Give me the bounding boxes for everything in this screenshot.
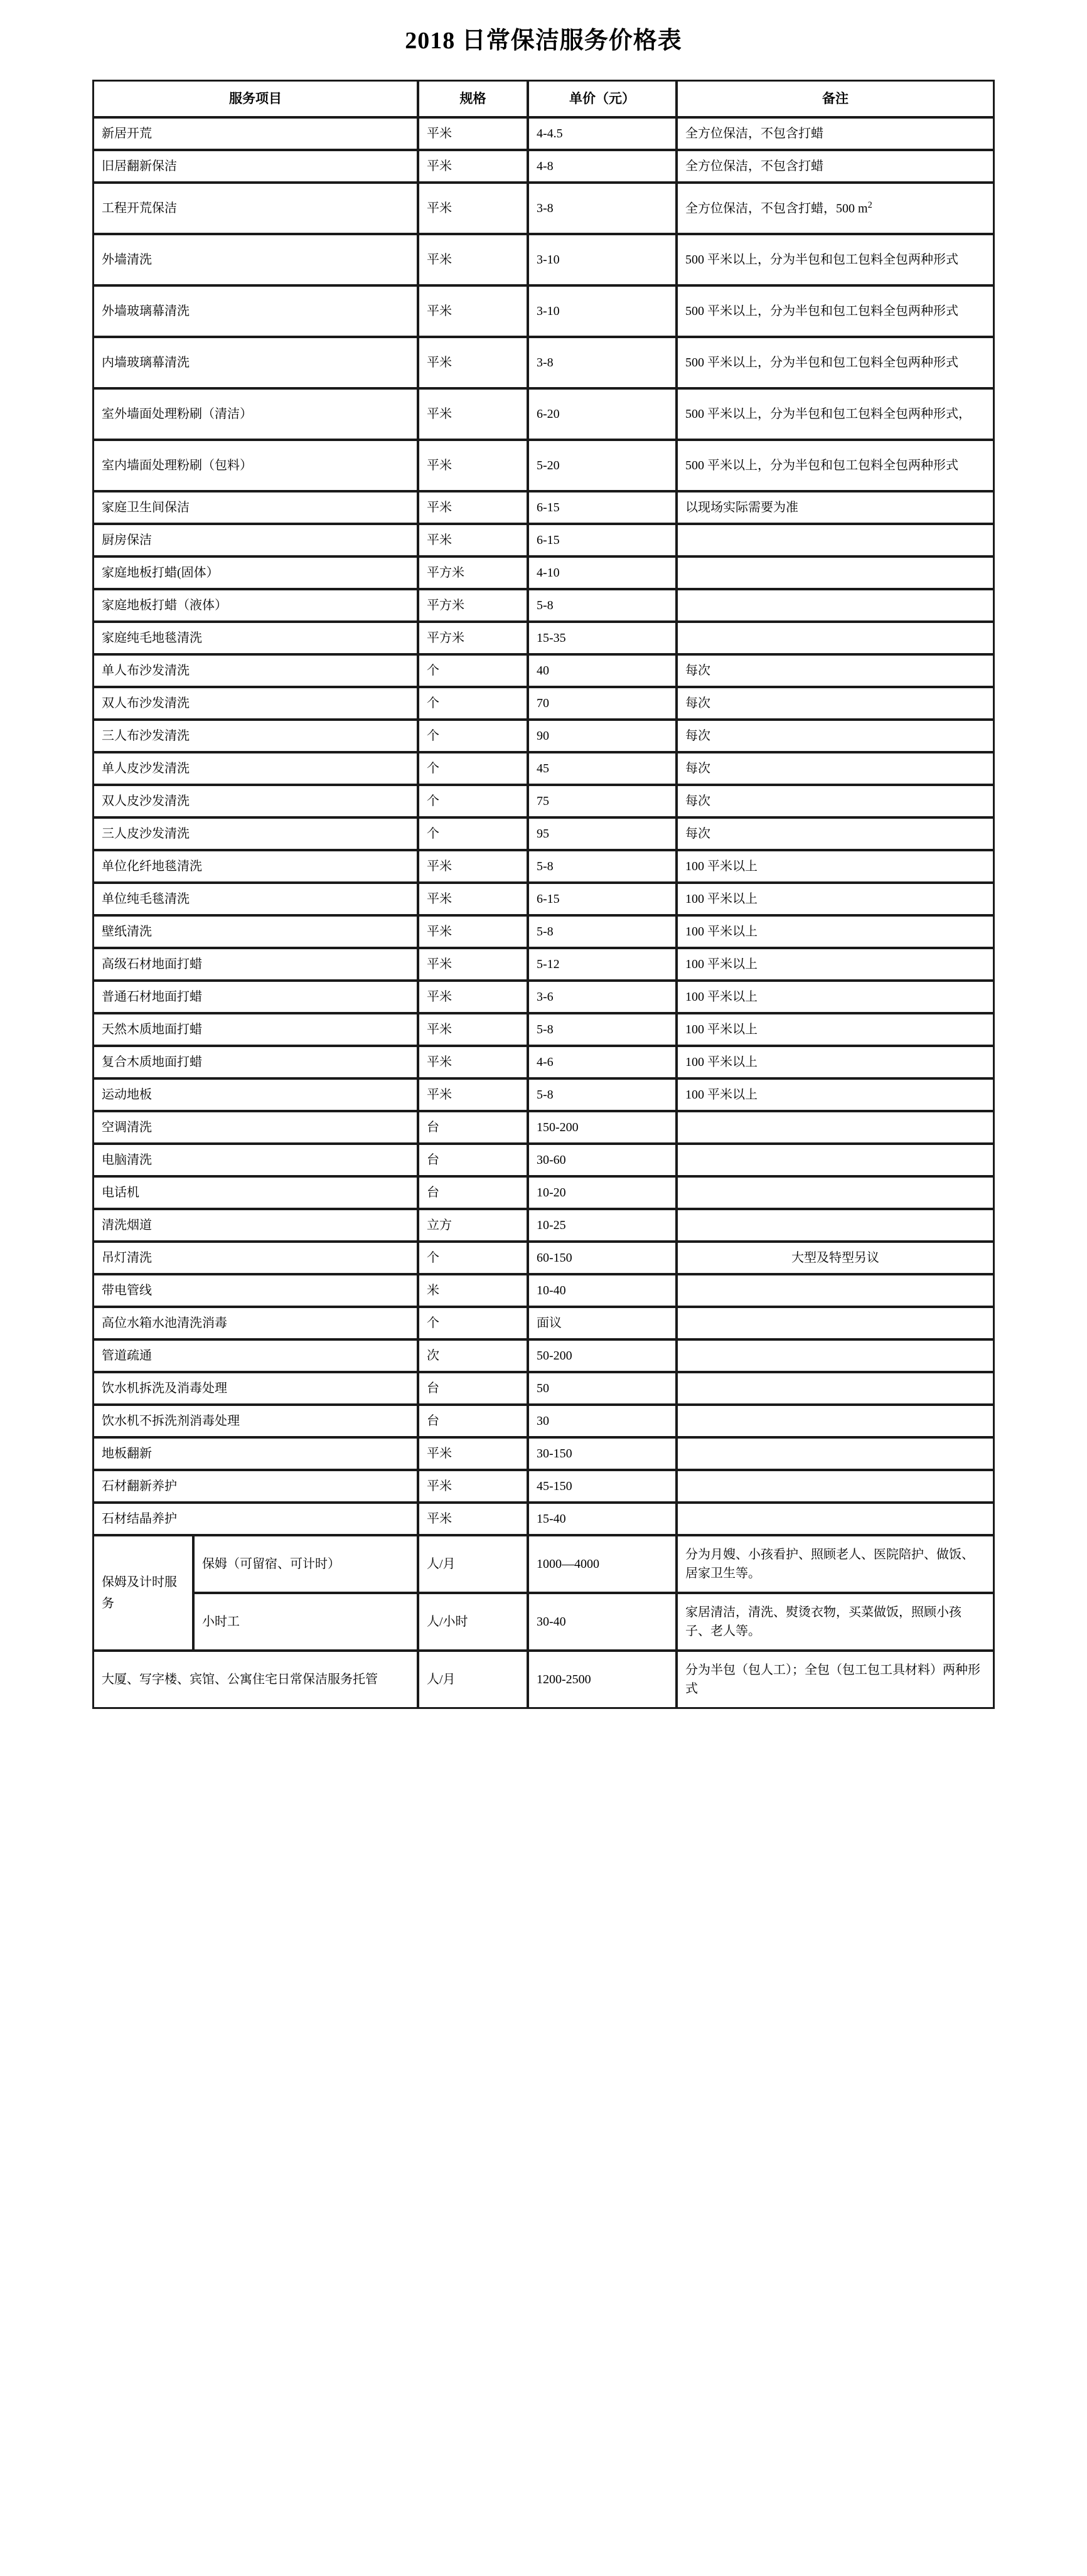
- cell-price: 6-15: [528, 524, 677, 556]
- cell-service-item: 单人布沙发清洗: [93, 654, 418, 687]
- cell-service-item: 外墙玻璃幕清洗: [93, 285, 418, 337]
- cell-remark: 500 平米以上，分为半包和包工包料全包两种形式: [677, 337, 994, 388]
- cell-remark: [677, 622, 994, 654]
- table-row: [93, 1111, 994, 1144]
- cell-spec: 平米: [418, 883, 528, 915]
- cell-remark: 100 平米以上: [677, 1013, 994, 1046]
- cell-service-item: 单位纯毛毯清洗: [93, 883, 418, 915]
- cell-service-item: 复合木质地面打蜡: [93, 1046, 418, 1078]
- cell-service-item: 高位水箱水池清洗消毒: [93, 1307, 418, 1339]
- cell-spec: 平方米: [418, 622, 528, 654]
- cell-service-item: 保姆（可留宿、可计时）: [193, 1535, 418, 1593]
- cell-price: 3-8: [528, 183, 677, 234]
- cell-remark: [677, 1437, 994, 1470]
- cell-remark: 大型及特型另议: [677, 1242, 994, 1274]
- cell-remark: 100 平米以上: [677, 850, 994, 883]
- cell-service-item: 家庭地板打蜡（液体）: [93, 589, 418, 622]
- cell-remark: [677, 1176, 994, 1209]
- table-row: [93, 1013, 994, 1046]
- cell-spec: 米: [418, 1274, 528, 1307]
- cell-spec: 平米: [418, 850, 528, 883]
- cell-spec: 人/小时: [418, 1593, 528, 1651]
- cell-spec: 平米: [418, 285, 528, 337]
- cell-service-item: 电话机: [93, 1176, 418, 1209]
- table-row: [93, 1242, 994, 1274]
- square-meter-superscript: 2: [867, 200, 872, 210]
- cell-spec: 台: [418, 1372, 528, 1405]
- table-row: [93, 524, 994, 556]
- table-row: [93, 1307, 994, 1339]
- table-row: [93, 785, 994, 817]
- table-row: [93, 817, 994, 850]
- cell-spec: 平米: [418, 1046, 528, 1078]
- table-row: [93, 491, 994, 524]
- cell-price: 10-20: [528, 1176, 677, 1209]
- cell-spec: 平米: [418, 1013, 528, 1046]
- cell-service-item: 管道疏通: [93, 1339, 418, 1372]
- cell-service-item: 高级石材地面打蜡: [93, 948, 418, 981]
- cell-remark: 分为月嫂、小孩看护、照顾老人、医院陪护、做饭、居家卫生等。: [677, 1535, 994, 1593]
- cell-service-item: 清洗烟道: [93, 1209, 418, 1242]
- table-row: [93, 883, 994, 915]
- cell-spec: 个: [418, 785, 528, 817]
- table-row: [93, 981, 994, 1013]
- cell-remark: 全方位保洁，不包含打蜡: [677, 117, 994, 150]
- cell-price: 5-20: [528, 440, 677, 491]
- cell-price: 4-8: [528, 150, 677, 183]
- cell-service-item: 内墙玻璃幕清洗: [93, 337, 418, 388]
- cell-price: 40: [528, 654, 677, 687]
- cell-price: 4-10: [528, 556, 677, 589]
- cell-price: 10-25: [528, 1209, 677, 1242]
- cell-spec: 台: [418, 1176, 528, 1209]
- cell-service-item: 新居开荒: [93, 117, 418, 150]
- table-row: [93, 1470, 994, 1503]
- cell-service-item: 天然木质地面打蜡: [93, 1013, 418, 1046]
- cell-remark: [677, 589, 994, 622]
- cell-price: 4-6: [528, 1046, 677, 1078]
- cell-remark: 500 平米以上，分为半包和包工包料全包两种形式，: [677, 388, 994, 440]
- price-table-wrapper: [93, 80, 994, 1709]
- cell-service-item: 室内墙面处理粉刷（包料）: [93, 440, 418, 491]
- cell-service-item: 小时工: [193, 1593, 418, 1651]
- cell-service-item: 室外墙面处理粉刷（清洁）: [93, 388, 418, 440]
- table-row: [93, 687, 994, 720]
- cell-spec: 立方: [418, 1209, 528, 1242]
- cell-remark: [677, 556, 994, 589]
- table-row: [93, 440, 994, 491]
- cell-service-item: 饮水机拆洗及消毒处理: [93, 1372, 418, 1405]
- cell-service-item: 饮水机不拆洗剂消毒处理: [93, 1405, 418, 1437]
- table-header: [93, 80, 994, 118]
- cell-remark: [677, 1405, 994, 1437]
- cell-service-item: 单位化纤地毯清洗: [93, 850, 418, 883]
- cell-service-item: 单人皮沙发清洗: [93, 752, 418, 785]
- page-title: 2018 日常保洁服务价格表: [405, 28, 682, 54]
- table-row: [93, 1437, 994, 1470]
- table-row: [93, 1144, 994, 1176]
- cell-service-item: 工程开荒保洁: [93, 183, 418, 234]
- cell-spec: 平米: [418, 150, 528, 183]
- cell-price: 6-15: [528, 883, 677, 915]
- cell-price: 60-150: [528, 1242, 677, 1274]
- table-row: [93, 850, 994, 883]
- cell-remark: 以现场实际需要为准: [677, 491, 994, 524]
- cell-price: 1200-2500: [528, 1651, 677, 1708]
- table-row: [93, 1339, 994, 1372]
- column-header-service: 服务项目: [93, 80, 418, 118]
- cell-remark: 100 平米以上: [677, 948, 994, 981]
- cell-remark: 全方位保洁，不包含打蜡，500 $m^2$: [677, 183, 994, 234]
- cell-remark: [677, 1503, 994, 1535]
- cell-remark: [677, 1274, 994, 1307]
- cell-remark: 500 平米以上，分为半包和包工包料全包两种形式: [677, 285, 994, 337]
- cell-price: 150-200: [528, 1111, 677, 1144]
- table-row: [93, 752, 994, 785]
- cell-remark: [677, 1144, 994, 1176]
- table-row: [93, 654, 994, 687]
- cell-price: 5-8: [528, 915, 677, 948]
- cell-price: 15-40: [528, 1503, 677, 1535]
- cell-remark: 每次: [677, 720, 994, 752]
- cell-price: 面议: [528, 1307, 677, 1339]
- table-row: [93, 117, 994, 150]
- cell-remark: 分为半包（包人工）；全包（包工包工具材料）两种形式: [677, 1651, 994, 1708]
- cell-remark: [677, 1470, 994, 1503]
- header-row: [93, 80, 994, 118]
- cell-service-item: 家庭纯毛地毯清洗: [93, 622, 418, 654]
- cell-remark: 每次: [677, 785, 994, 817]
- cell-service-item: 石材翻新养护: [93, 1470, 418, 1503]
- cell-price: 30-60: [528, 1144, 677, 1176]
- cell-remark: [677, 1372, 994, 1405]
- cell-remark: 全方位保洁，不包含打蜡: [677, 150, 994, 183]
- cell-service-item: 厨房保洁: [93, 524, 418, 556]
- cell-remark: [677, 524, 994, 556]
- cell-remark: 每次: [677, 654, 994, 687]
- cell-spec: 平米: [418, 117, 528, 150]
- cell-remark: 每次: [677, 752, 994, 785]
- cell-spec: 平米: [418, 388, 528, 440]
- cell-spec: 人/月: [418, 1535, 528, 1593]
- cell-spec: 人/月: [418, 1651, 528, 1708]
- table-row: [93, 720, 994, 752]
- table-row-last: [93, 1651, 994, 1708]
- cell-service-item: 家庭卫生间保洁: [93, 491, 418, 524]
- cell-remark: 每次: [677, 817, 994, 850]
- cell-service-item: 外墙清洗: [93, 234, 418, 285]
- cell-spec: 平米: [418, 234, 528, 285]
- cell-price: 50-200: [528, 1339, 677, 1372]
- cell-price: 3-8: [528, 337, 677, 388]
- cell-remark: [677, 1209, 994, 1242]
- cell-spec: 台: [418, 1405, 528, 1437]
- cell-service-item: 家庭地板打蜡(固体）: [93, 556, 418, 589]
- cell-group-label: 保姆及计时服务: [93, 1535, 193, 1651]
- cell-remark: [677, 1307, 994, 1339]
- cell-service-item: 运动地板: [93, 1078, 418, 1111]
- cell-spec: 平米: [418, 1437, 528, 1470]
- cell-service-item: 大厦、写字楼、宾馆、公寓住宅日常保洁服务托管: [93, 1651, 418, 1708]
- cell-spec: 平方米: [418, 556, 528, 589]
- table-row: [93, 622, 994, 654]
- cell-price: 30-40: [528, 1593, 677, 1651]
- cell-remark: [677, 1339, 994, 1372]
- cell-remark: 100 平米以上: [677, 915, 994, 948]
- cell-price: 45-150: [528, 1470, 677, 1503]
- cell-price: 3-10: [528, 285, 677, 337]
- cell-remark: 100 平米以上: [677, 1078, 994, 1111]
- table-row-grouped: [93, 1593, 994, 1651]
- table-row: [93, 1372, 994, 1405]
- cell-price: 3-6: [528, 981, 677, 1013]
- cell-service-item: 三人皮沙发清洗: [93, 817, 418, 850]
- price-table: [93, 80, 994, 1709]
- table-row: [93, 589, 994, 622]
- table-row: [93, 1209, 994, 1242]
- cell-spec: 个: [418, 817, 528, 850]
- cell-spec: 个: [418, 687, 528, 720]
- table-row: [93, 1078, 994, 1111]
- cell-price: 5-8: [528, 1013, 677, 1046]
- column-header-remark: 备注: [677, 80, 994, 118]
- cell-spec: 个: [418, 654, 528, 687]
- cell-spec: 平米: [418, 981, 528, 1013]
- cell-remark: 每次: [677, 687, 994, 720]
- cell-service-item: 双人布沙发清洗: [93, 687, 418, 720]
- cell-service-item: 吊灯清洗: [93, 1242, 418, 1274]
- cell-price: 1000—4000: [528, 1535, 677, 1593]
- table-row-grouped: [93, 1535, 994, 1593]
- column-header-price: 单价（元）: [528, 80, 677, 118]
- cell-spec: 台: [418, 1144, 528, 1176]
- table-row: [93, 285, 994, 337]
- cell-price: 95: [528, 817, 677, 850]
- cell-spec: 个: [418, 752, 528, 785]
- cell-price: 30: [528, 1405, 677, 1437]
- table-row: [93, 183, 994, 234]
- table-row: [93, 948, 994, 981]
- table-row: [93, 1176, 994, 1209]
- cell-price: 3-10: [528, 234, 677, 285]
- cell-spec: 个: [418, 1307, 528, 1339]
- cell-service-item: 三人布沙发清洗: [93, 720, 418, 752]
- cell-spec: 个: [418, 720, 528, 752]
- cell-spec: 平米: [418, 1470, 528, 1503]
- cell-spec: 平米: [418, 948, 528, 981]
- cell-service-item: 带电管线: [93, 1274, 418, 1307]
- cell-spec: 个: [418, 1242, 528, 1274]
- table-row: [93, 150, 994, 183]
- cell-spec: 平米: [418, 440, 528, 491]
- table-row: [93, 1046, 994, 1078]
- cell-spec: 台: [418, 1111, 528, 1144]
- cell-service-item: 普通石材地面打蜡: [93, 981, 418, 1013]
- cell-service-item: 地板翻新: [93, 1437, 418, 1470]
- cell-service-item: 壁纸清洗: [93, 915, 418, 948]
- table-row: [93, 1503, 994, 1535]
- cell-spec: 平米: [418, 915, 528, 948]
- cell-spec: 平米: [418, 337, 528, 388]
- cell-price: 5-8: [528, 1078, 677, 1111]
- cell-price: 5-8: [528, 850, 677, 883]
- cell-price: 30-150: [528, 1437, 677, 1470]
- table-row: [93, 915, 994, 948]
- cell-service-item: 旧居翻新保洁: [93, 150, 418, 183]
- cell-remark: [677, 1111, 994, 1144]
- cell-price: 5-8: [528, 589, 677, 622]
- column-header-spec: 规格: [418, 80, 528, 118]
- cell-spec: 平米: [418, 491, 528, 524]
- cell-price: 50: [528, 1372, 677, 1405]
- cell-remark: 500 平米以上，分为半包和包工包料全包两种形式: [677, 440, 994, 491]
- cell-service-item: 石材结晶养护: [93, 1503, 418, 1535]
- cell-spec: 平米: [418, 1503, 528, 1535]
- cell-price: 15-35: [528, 622, 677, 654]
- cell-spec: 平米: [418, 1078, 528, 1111]
- table-row: [93, 337, 994, 388]
- cell-spec: 平方米: [418, 589, 528, 622]
- cell-remark: 500 平米以上，分为半包和包工包料全包两种形式: [677, 234, 994, 285]
- cell-service-item: 空调清洗: [93, 1111, 418, 1144]
- cell-price: 10-40: [528, 1274, 677, 1307]
- cell-remark: 100 平米以上: [677, 883, 994, 915]
- cell-price: 75: [528, 785, 677, 817]
- table-row: [93, 234, 994, 285]
- table-row: [93, 388, 994, 440]
- cell-spec: 次: [418, 1339, 528, 1372]
- cell-price: 45: [528, 752, 677, 785]
- cell-price: 6-20: [528, 388, 677, 440]
- cell-spec: 平米: [418, 183, 528, 234]
- cell-remark: 家居清洁，清洗、熨烫衣物，买菜做饭，照顾小孩子、老人等。: [677, 1593, 994, 1651]
- cell-price: 5-12: [528, 948, 677, 981]
- table-row: [93, 556, 994, 589]
- cell-remark: 100 平米以上: [677, 1046, 994, 1078]
- table-body: [93, 117, 994, 1708]
- cell-price: 6-15: [528, 491, 677, 524]
- cell-remark: 100 平米以上: [677, 981, 994, 1013]
- cell-service-item: 双人皮沙发清洗: [93, 785, 418, 817]
- table-row: [93, 1405, 994, 1437]
- cell-price: 4-4.5: [528, 117, 677, 150]
- cell-price: 90: [528, 720, 677, 752]
- cell-price: 70: [528, 687, 677, 720]
- table-row: [93, 1274, 994, 1307]
- cell-service-item: 电脑清洗: [93, 1144, 418, 1176]
- cell-spec: 平米: [418, 524, 528, 556]
